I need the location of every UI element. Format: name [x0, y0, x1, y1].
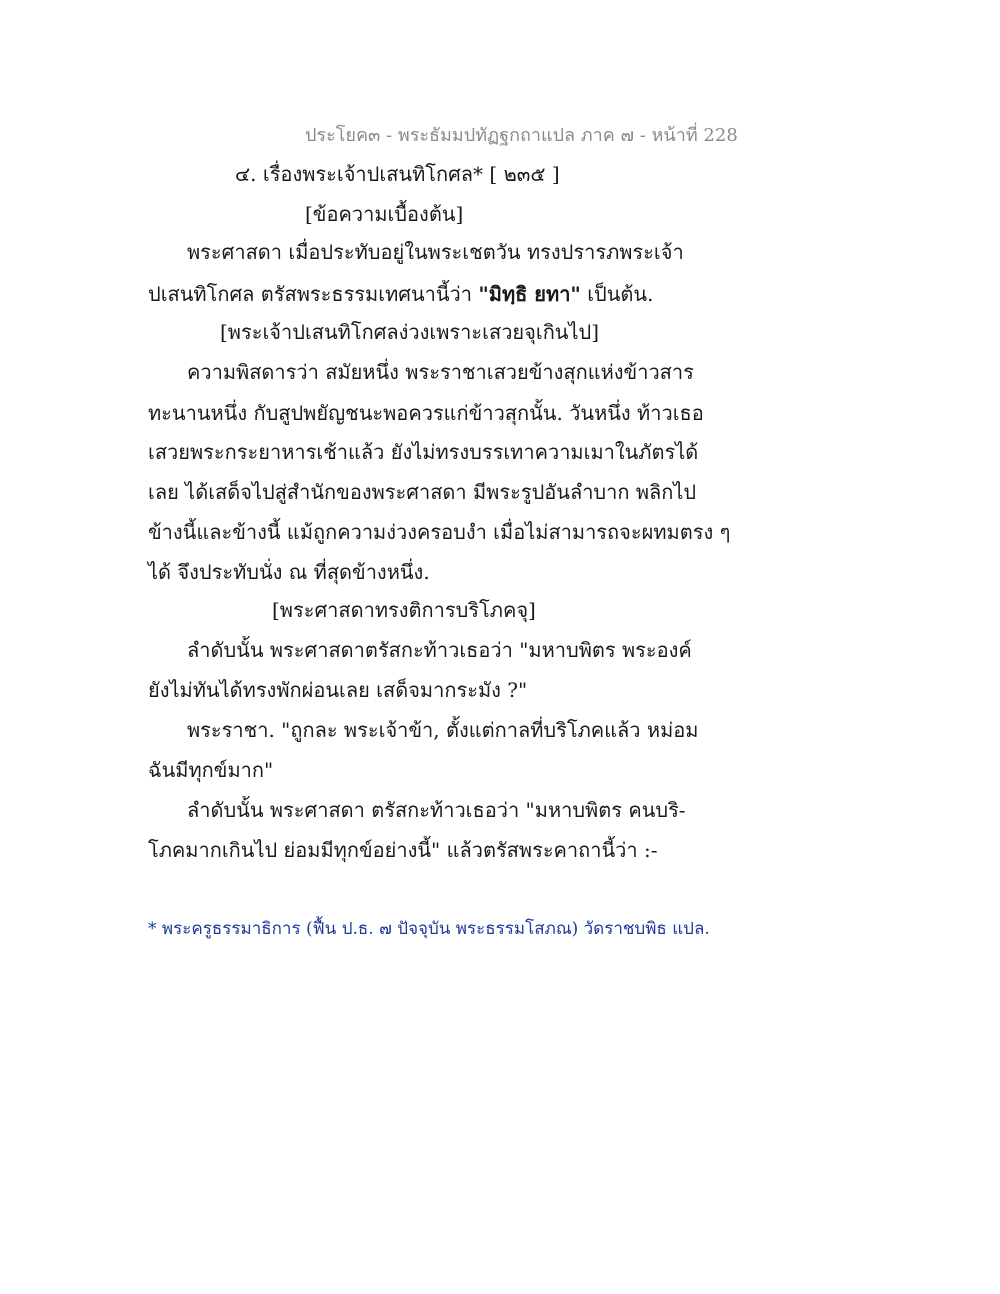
paragraph-line: ข้างนี้และข้างนี้ แม้ถูกความง่วงครอบงำ เมื่อไม่สามารถจะผทมตรง ๆ [148, 520, 731, 544]
section-heading-teach: [พระศาสดาทรงติการบริโภคจุ] [272, 598, 536, 622]
pali-quote: "มิทฺธิ ยทา" [478, 282, 581, 306]
paragraph-line: โภคมากเกินไป ย่อมมีทุกข์อย่างนี้" แล้วตรัสพระคาถานี้ว่า :- [148, 838, 658, 862]
section-heading-intro: [ข้อความเบื้องต้น] [305, 202, 464, 226]
paragraph-line: ทะนานหนึ่ง กับสูปพยัญชนะพอควรแก่ข้าวสุกนั้น. วันหนึ่ง ท้าวเธอ [148, 401, 704, 425]
footnote: * พระครูธรรมาธิการ (ฟื้น ป.ธ. ๗ ปัจจุบัน พระธรรมโสภณ) วัดราชบพิธ แปล. [148, 919, 710, 939]
paragraph-line: พระศาสดา เมื่อประทับอยู่ในพระเชตวัน ทรงปรารภพระเจ้า [187, 240, 684, 264]
running-header: ประโยค๓ - พระธัมมปทัฏฐกถาแปล ภาค ๗ - หน้าที่ 228 [305, 125, 738, 146]
paragraph-line [148, 280, 653, 308]
paragraph-line: พระราชา. "ถูกละ พระเจ้าข้า, ตั้งแต่กาลที่บริโภคแล้ว หม่อม [187, 718, 699, 742]
paragraph-line: ลำดับนั้น พระศาสดา ตรัสกะท้าวเธอว่า "มหาบพิตร คนบริ- [187, 798, 686, 822]
paragraph-line: ความพิสดารว่า สมัยหนึ่ง พระราชาเสวยข้างสุกแห่งข้าวสาร [187, 360, 694, 384]
story-title: ๔. เรื่องพระเจ้าปเสนทิโกศล* [ ๒๓๕ ] [235, 162, 560, 186]
paragraph-line: ยังไม่ทันได้ทรงพักผ่อนเลย เสด็จมากระมัง ?" [148, 678, 528, 702]
paragraph-line: เลย ได้เสด็จไปสู่สำนักของพระศาสดา มีพระรูปอันลำบาก พลิกไป [148, 480, 697, 504]
paragraph-line: ฉันมีทุกข์มาก" [148, 758, 274, 782]
paragraph-line: ลำดับนั้น พระศาสดาตรัสกะท้าวเธอว่า "มหาบพิตร พระองค์ [187, 638, 692, 662]
text-run: เป็นต้น. [580, 282, 654, 306]
paragraph-line: เสวยพระกระยาหารเช้าแล้ว ยังไม่ทรงบรรเทาความเมาในภัตรได้ [148, 440, 699, 464]
text-run: ปเสนทิโกศล ตรัสพระธรรมเทศนานี้ว่า [148, 282, 479, 306]
paragraph-line: ได้ จึงประทับนั่ง ณ ที่สุดข้างหนึ่ง. [148, 560, 430, 584]
section-heading-sleepy: [พระเจ้าปเสนทิโกศลง่วงเพราะเสวยจุเกินไป] [220, 320, 600, 344]
